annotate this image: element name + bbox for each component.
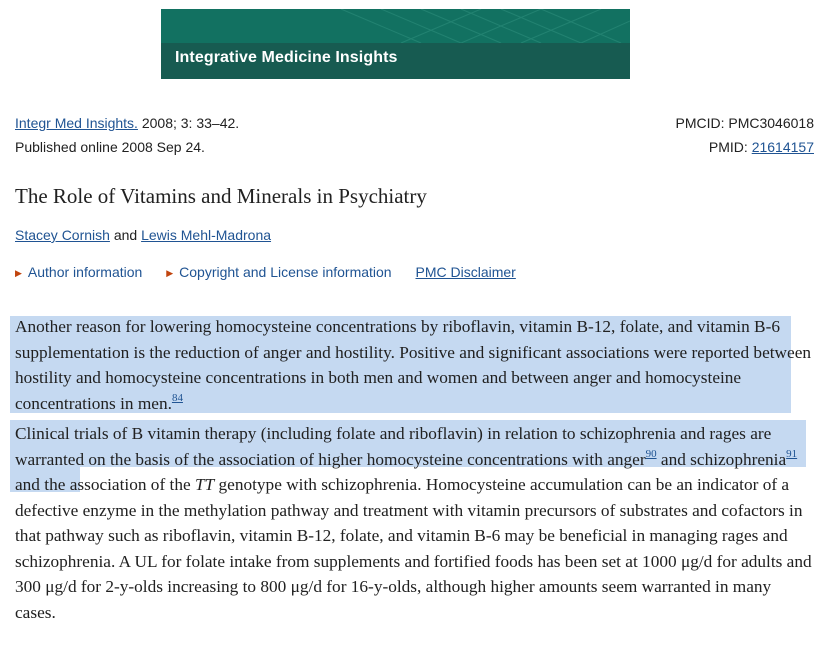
copyright-label: Copyright and License information	[179, 264, 392, 280]
author-info-toggle[interactable]	[15, 264, 142, 280]
paragraph-2-part1: Clinical trials of B vitamin therapy (including folate and riboflavin) in relation to schizophrenia and rages are warranted on the basis of the association of higher homocysteine concentrations with anger	[15, 424, 772, 469]
pmcid: PMCID: PMC3046018	[675, 115, 814, 131]
paragraph-1-text: Another reason for lowering homocysteine concentrations by riboflavin, vitamin B-12, folate, and vitamin B-6 supplementation is the reduction of anger and hostility. Positive and significant associations were reported between hostility and homocysteine concentrations in both men and women and between anger and homocysteine concentrations in men.	[15, 317, 812, 413]
author-link-2[interactable]: Lewis Mehl-Madrona	[141, 227, 272, 243]
expand-triangle-icon: ▶	[166, 268, 174, 278]
id-block	[675, 111, 814, 159]
citation-details: 2008; 3: 33–42.	[137, 115, 240, 131]
copyright-toggle[interactable]	[166, 264, 391, 280]
pmid-label: PMID:	[708, 139, 752, 155]
paragraph-2-part3: and the association of the	[15, 475, 195, 494]
reference-link-90[interactable]: 90	[645, 447, 657, 460]
author-joiner: and	[109, 227, 142, 243]
genotype-italic: TT	[194, 475, 215, 494]
journal-link[interactable]: Integr Med Insights.	[15, 115, 138, 131]
article-info-links	[15, 264, 536, 280]
body-paragraph-2	[15, 421, 815, 625]
body-paragraph-1	[15, 314, 815, 416]
author-info-label: Author information	[27, 264, 143, 280]
author-list	[15, 227, 271, 243]
citation-block	[15, 111, 239, 159]
pmid-link[interactable]: 21614157	[751, 139, 814, 155]
article-title: The Role of Vitamins and Minerals in Psychiatry	[15, 184, 427, 208]
journal-banner[interactable]	[161, 9, 630, 79]
pmc-disclaimer-link[interactable]: PMC Disclaimer	[415, 264, 516, 280]
reference-link-84[interactable]: 84	[171, 391, 183, 404]
paragraph-2-part4: genotype with schizophrenia. Homocysteine accumulation can be an indicator of a defective enzyme in the methylation pathway and treatment with vitamin precursors of substrates and cofactors in that pathway such as riboflavin, vitamin B-12, folate, and vitamin B-6 may be beneficial in managing rages and schizophrenia. A UL for folate intake from supplements and fortified foods has been set at 1000 μg/d for adults and 300 μg/d for 2-y-olds increasing to 800 μg/d for 16-y-olds, although higher amounts seem warranted in many cases.	[15, 475, 812, 622]
expand-triangle-icon: ▶	[15, 268, 22, 278]
journal-title: Integrative Medicine Insights	[175, 49, 398, 66]
paragraph-2-part2: and schizophrenia	[656, 449, 787, 469]
reference-link-91[interactable]: 91	[786, 447, 798, 460]
published-date: Published online 2008 Sep 24.	[15, 139, 205, 155]
author-link-1[interactable]: Stacey Cornish	[15, 227, 110, 243]
